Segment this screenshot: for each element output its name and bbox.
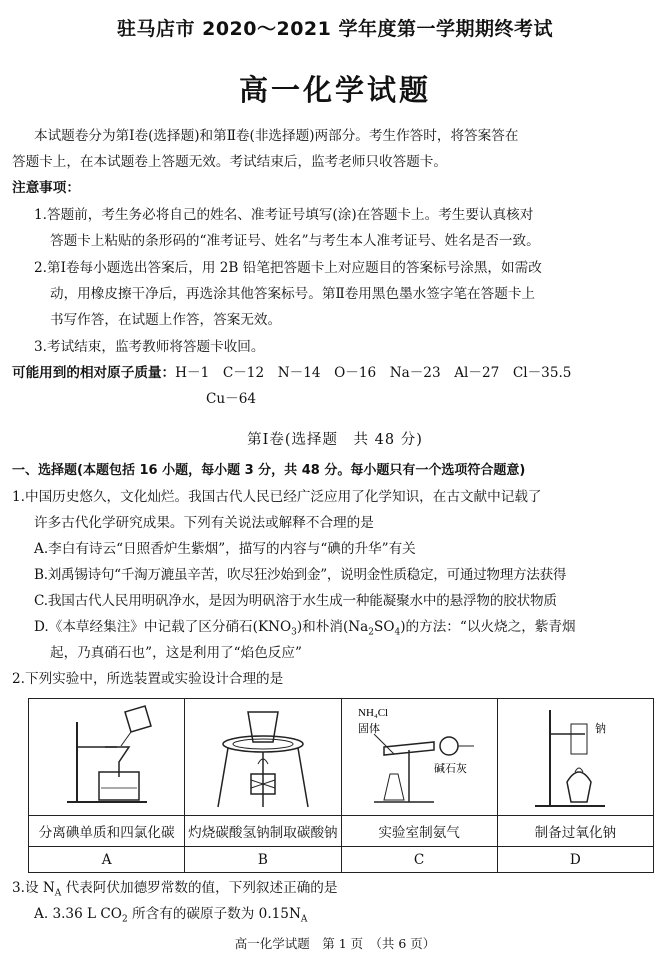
q1-d-text-3: SO bbox=[374, 619, 395, 635]
q3-a-text: A. 3.36 L CO bbox=[34, 906, 122, 922]
section-title: 第Ⅰ卷(选择题 共 48 分) bbox=[247, 432, 423, 448]
apparatus-table bbox=[28, 698, 654, 873]
q1-d-text-1: D.《本草经集注》中记载了区分硝石(KNO bbox=[34, 619, 292, 635]
letter-d: D bbox=[497, 847, 653, 873]
q1-option-a: A.李白有诗云“日照香炉生紫烟”，描写的内容与“碘的升华”有关 bbox=[34, 541, 416, 557]
nh4cl-label: NH₄Cl bbox=[358, 707, 389, 719]
q3-option-a bbox=[34, 902, 658, 932]
q1-option-d-line2: 起，乃真硝石也”，这是利用了“焰色反应” bbox=[50, 645, 302, 661]
note-2c: 书写作答，在试题上作答，答案无效。 bbox=[50, 312, 282, 328]
q1-d-text-2: )和朴消(Na bbox=[296, 619, 369, 635]
soda-lime-label: 碱石灰 bbox=[434, 763, 468, 775]
page-footer: 高一化学试题 第 1 页 （共 6 页） bbox=[234, 936, 436, 951]
letter-b: B bbox=[185, 847, 341, 873]
solid-label: 固体 bbox=[358, 723, 381, 735]
part1-heading: 一、选择题(本题包括 16 小题，每小题 3 分，共 48 分。每小题只有一个选项符合题意) bbox=[12, 463, 526, 478]
note-2b: 动，用橡皮擦干净后，再选涂其他答案标号。第Ⅱ卷用黑色墨水签字笔在答题卡上 bbox=[50, 286, 536, 302]
q3-a-sub: 2 bbox=[121, 914, 128, 925]
note-2a: 2.第Ⅰ卷每小题选出答案后，用 2B 铅笔把答题卡上对应题目的答案标号涂黑，如需改 bbox=[34, 260, 542, 276]
apparatus-d bbox=[497, 699, 653, 816]
letter-c: C bbox=[341, 847, 497, 873]
apparatus-a bbox=[29, 699, 185, 816]
q3-stem-text: 3.设 N bbox=[12, 880, 55, 896]
q3-a-mid: 所含有的碳原子数为 0.15N bbox=[127, 906, 301, 922]
note-1b: 答题卡上粘贴的条形码的“准考证号、姓名”与考生本人准考证号、姓名是否一致。 bbox=[50, 233, 540, 249]
atomic-mass-label: 可能用到的相对原子质量： bbox=[12, 365, 176, 381]
caption-a: 分离碘单质和四氯化碳 bbox=[29, 816, 185, 847]
q1-stem-2: 许多古代化学研究成果。下列有关说法或解释不合理的是 bbox=[34, 515, 374, 531]
q1-stem-1: 1.中国历史悠久，文化灿烂。我国古代人民已经广泛应用了化学知识，在古文献中记载了 bbox=[12, 489, 542, 505]
q3-stem-rest: 代表阿伏加德罗常数的值，下列叙述正确的是 bbox=[61, 880, 338, 896]
letter-a: A bbox=[29, 847, 185, 873]
sodium-label: 钠 bbox=[595, 723, 607, 735]
ammonia-apparatus-icon bbox=[354, 702, 484, 812]
exam-title: 驻马店市 2020～2021 学年度第一学期期终考试 bbox=[117, 18, 553, 40]
atomic-mass-values-2: Cu－64 bbox=[206, 391, 257, 407]
note-3: 3.考试结束，监考教师将答题卡收回。 bbox=[34, 339, 265, 355]
q2-stem: 2.下列实验中，所选装置或实验设计合理的是 bbox=[12, 671, 284, 687]
subject-title: 高一化学试题 bbox=[238, 73, 431, 107]
notes-heading: 注意事项： bbox=[12, 180, 80, 196]
sub-3: 3 bbox=[291, 627, 297, 638]
intro-line-1: 本试题卷分为第Ⅰ卷(选择题)和第Ⅱ卷(非选择题)两部分。考生作答时，将答案答在 bbox=[34, 128, 519, 144]
caption-d: 制备过氧化钠 bbox=[497, 816, 653, 847]
q3-a-sub2: A bbox=[300, 914, 308, 925]
q1-option-b: B.刘禹锡诗句“千淘万漉虽辛苦，吹尽狂沙始到金”，说明金性质稳定，可通过物理方法获得 bbox=[34, 567, 567, 583]
q1-d-text-4: )的方法：“以火烧之，紫青烟 bbox=[400, 619, 576, 635]
apparatus-b bbox=[185, 699, 341, 816]
note-1a: 1.答题前，考生务必将自己的姓名、准考证号填写(涂)在答题卡上。考生要认真核对 bbox=[34, 207, 534, 223]
intro-line-2: 答题卡上，在本试题卷上答题无效。考试结束后，监考老师只收答题卡。 bbox=[12, 154, 447, 170]
sub-2: 2 bbox=[368, 627, 374, 638]
q1-option-c: C.我国古代人民用明矾净水，是因为明矾溶于水生成一种能凝聚水中的悬浮物的胶状物质 bbox=[34, 593, 557, 609]
separation-apparatus-icon bbox=[47, 702, 167, 812]
crucible-burner-icon bbox=[203, 702, 323, 812]
caption-b: 灼烧碳酸氢钠制取碳酸钠 bbox=[185, 816, 341, 847]
caption-c: 实验室制氨气 bbox=[341, 816, 497, 847]
atomic-mass-line bbox=[12, 361, 658, 386]
q3-sub-a: A bbox=[54, 888, 62, 899]
sub-4: 4 bbox=[394, 627, 401, 638]
sodium-burning-icon bbox=[515, 702, 635, 812]
apparatus-c bbox=[341, 699, 497, 816]
atomic-mass-values: H－1 C－12 N－14 O－16 Na－23 Al－27 Cl－35.5 bbox=[175, 365, 572, 381]
